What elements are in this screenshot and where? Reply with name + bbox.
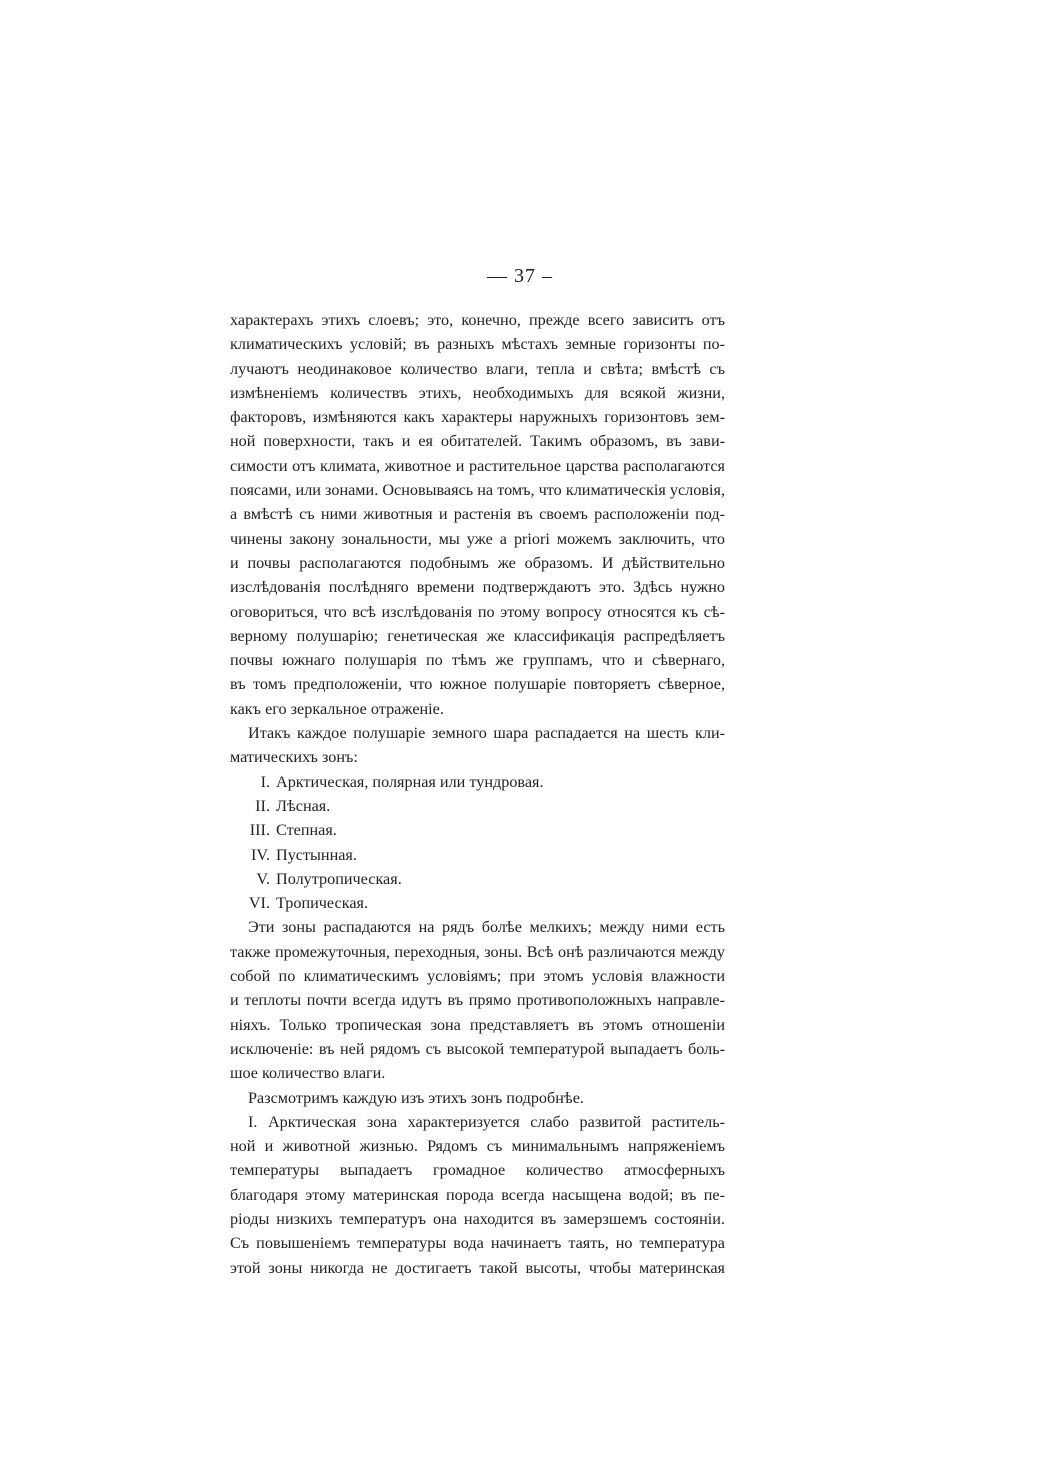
text-line: лучаютъ неодинаковое количество влаги, тепла и свѣта; вмѣстѣ съ [230, 359, 725, 378]
text-line: поясами, или зонами. Основываясь на томъ, что климатическія условія, [230, 481, 725, 500]
zone-list-item [230, 770, 725, 794]
text-line: благодаря этому материнская порода всегда насыщена водой; въ пе- [230, 1185, 725, 1204]
text-line: верному полушарію; генетическая же классификація распредѣляетъ [230, 626, 725, 645]
text-line: въ томъ предположеніи, что южное полушаріе повторяетъ сѣверное, [230, 675, 725, 694]
text-line: какъ его зеркальное отраженіе. [230, 699, 444, 718]
zone-list-item [230, 794, 725, 818]
zone-list [230, 770, 725, 916]
text-line: климатическихъ условій; въ разныхъ мѣстахъ земные горизонты по- [230, 335, 725, 354]
zone-name: Пустынная. [276, 845, 357, 864]
zone-name: Полутропическая. [276, 869, 402, 888]
text-block [230, 308, 725, 1280]
paragraph-arctic-zone [230, 1110, 725, 1280]
text-line: этой зоны никогда не достигаетъ такой высоты, чтобы материнская [230, 1258, 725, 1277]
text-line: а вмѣстѣ съ ними животныя и растенія въ своемъ расположеніи под- [230, 505, 725, 524]
zone-numeral: II. [255, 796, 270, 815]
zone-list-item [230, 891, 725, 915]
zone-numeral: I. [260, 772, 270, 791]
text-line: ріоды низкихъ температуръ она находится въ замерзшемъ состояніи. [230, 1209, 725, 1228]
zone-list-item [230, 867, 725, 891]
text-line: температуры выпадаетъ громадное количество атмосферныхъ [230, 1161, 725, 1180]
text-line: симости отъ климата, животное и растительное царства располагаются [230, 456, 725, 475]
paragraph-transition [230, 1086, 725, 1110]
text-line: ной поверхности, такъ и ея обитателей. Такимъ образомъ, въ зави- [230, 432, 725, 451]
text-line: характерахъ этихъ слоевъ; это, конечно, прежде всего зависитъ отъ [230, 311, 725, 329]
paragraph-zones-intro [230, 721, 725, 770]
text-line: также промежуточныя, переходныя, зоны. Всѣ онѣ различаются между [230, 942, 725, 961]
zone-name: Лѣсная. [276, 796, 331, 815]
text-line: и почвы располагаются подобнымъ же образомъ. И дѣйствительно [230, 553, 725, 572]
paragraph-climate [230, 308, 725, 721]
text-line: Съ повышеніемъ температуры вода начинаетъ таять, но температура [230, 1234, 725, 1253]
page-number: — 37 – [487, 265, 553, 287]
zone-list-item [230, 843, 725, 867]
zone-numeral: V. [256, 869, 270, 888]
text-line: Итакъ каждое полушаріе земного шара распадается на шесть кли- [248, 724, 725, 743]
text-line: изслѣдованія послѣдняго времени подтверждаютъ это. Здѣсь нужно [230, 578, 725, 597]
text-line: ной и животной жизнью. Рядомъ съ минимальнымъ напряженіемъ [230, 1137, 725, 1156]
text-line: чинены закону зональности, мы уже a priori можемъ заключить, что [230, 529, 725, 548]
text-line: собой по климатическимъ условіямъ; при этомъ условія влажности [230, 967, 725, 986]
zone-name: Степная. [276, 821, 337, 840]
text-line: Эти зоны распадаются на рядъ болѣе мелкихъ; между ними есть [248, 918, 725, 937]
zone-numeral: IV. [250, 845, 270, 864]
text-line: ніяхъ. Только тропическая зона представляетъ въ этомъ отношеніи [230, 1015, 725, 1034]
text-line: I. Арктическая зона характеризуется слабо развитой раститель- [248, 1112, 725, 1131]
text-line: почвы южнаго полушарія по тѣмъ же группамъ, что и сѣвернаго, [230, 651, 725, 670]
zone-list-item [230, 818, 725, 842]
text-line: матическихъ зонъ: [230, 748, 358, 767]
text-line: и теплоты почти всегда идутъ въ прямо противоположныхъ направле- [230, 991, 725, 1010]
zone-numeral: III. [249, 821, 270, 840]
text-line: оговориться, что всѣ изслѣдованія по этому вопросу относятся къ сѣ- [230, 602, 725, 621]
text-line: исключеніе: въ ней рядомъ съ высокой температурой выпадаетъ боль- [230, 1039, 725, 1058]
paragraph-zone-differences [230, 915, 725, 1085]
zone-name: Тропическая. [276, 894, 368, 913]
text-line: факторовъ, измѣняются какъ характеры наружныхъ горизонтовъ зем- [230, 408, 725, 427]
text-line: измѣненіемъ количествъ этихъ, необходимыхъ для всякой жизни, [230, 383, 725, 402]
zone-numeral: VI. [248, 894, 270, 913]
text-line: Разсмотримъ каждую изъ этихъ зонъ подробнѣе. [248, 1088, 584, 1107]
text-line: шое количество влаги. [230, 1064, 386, 1083]
zone-name: Арктическая, полярная или тундровая. [276, 772, 544, 791]
